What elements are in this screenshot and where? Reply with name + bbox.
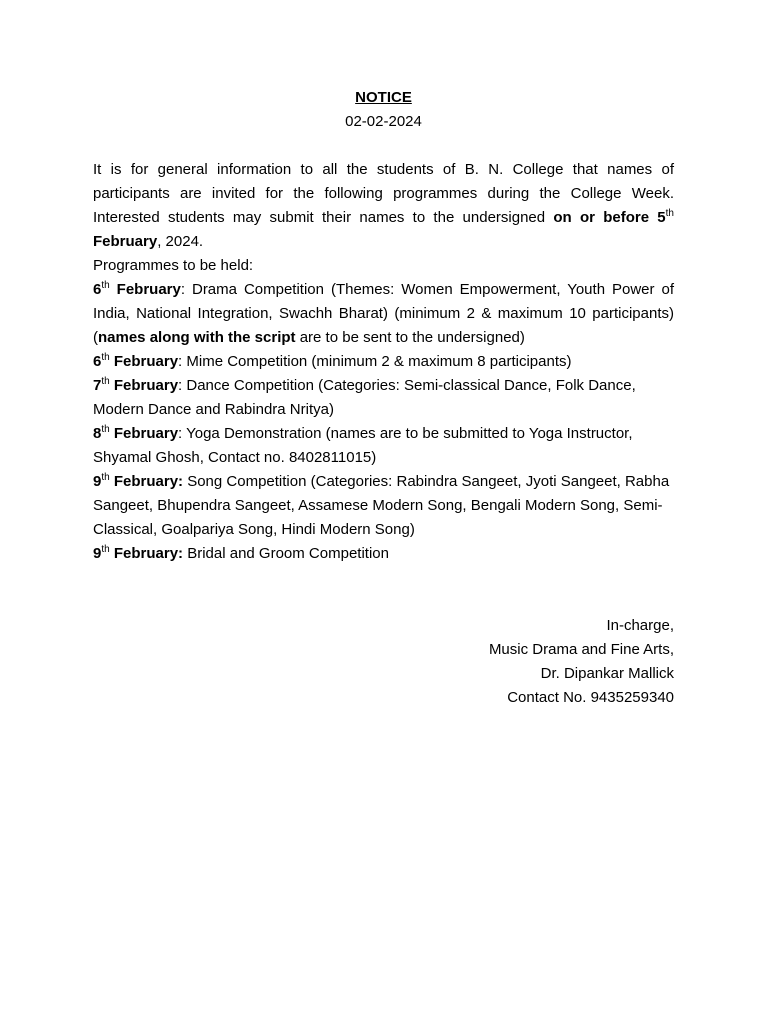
programme-bold-note: names along with the script xyxy=(98,329,296,346)
intro-text: It is for general information to all the students of B. N. College that names of participants are invited for the following programmes during the College Week. Interested students may submit their names to the undersigned xyxy=(93,161,674,226)
programme-month: February: xyxy=(109,473,184,490)
programme-day-sup: th xyxy=(101,544,110,555)
programme-month: February xyxy=(109,353,179,370)
signature-contact: Contact No. 9435259340 xyxy=(507,689,674,706)
programme-day: 9 xyxy=(93,545,102,562)
programme-colon: : xyxy=(178,377,183,394)
programme-day-sup: th xyxy=(101,280,110,291)
deadline-sup: th xyxy=(665,208,674,219)
programme-item xyxy=(93,350,674,374)
notice-document xyxy=(93,86,674,710)
programmes-heading: Programmes to be held: xyxy=(93,257,254,274)
deadline-month: February xyxy=(93,233,158,250)
programme-day-sup: th xyxy=(101,472,110,483)
programme-text: Dance Competition (Categories: Semi-classical Dance, Folk Dance, Modern Dance and Rabindra Nritya) xyxy=(93,377,636,418)
programme-month: February: xyxy=(109,545,184,562)
programme-text: Song Competition (Categories: Rabindra Sangeet, Jyoti Sangeet, Rabha Sangeet, Bhupendra Sangeet, Assamese Modern Song, Bengali Modern Song, Semi-Classical, Goalpariya Song, Hindi Modern Song) xyxy=(93,473,670,538)
programme-colon: : xyxy=(178,353,183,370)
programme-month: February xyxy=(109,281,181,298)
programme-text-after: are to be sent to the undersigned) xyxy=(295,329,525,346)
programme-day-sup: th xyxy=(101,376,110,387)
programme-item xyxy=(93,422,674,470)
deadline-bold: on or before 5 xyxy=(553,209,666,226)
signature-name: Dr. Dipankar Mallick xyxy=(540,665,674,682)
programme-item xyxy=(93,374,674,422)
deadline-year: , 2024. xyxy=(157,233,204,250)
signature-department: Music Drama and Fine Arts, xyxy=(488,641,674,658)
notice-title: NOTICE xyxy=(355,89,412,106)
programme-text: Mime Competition (minimum 2 & maximum 8 participants) xyxy=(182,353,572,370)
programme-item xyxy=(93,278,674,350)
signature-role: In-charge, xyxy=(606,617,674,634)
programme-day: 7 xyxy=(93,377,102,394)
programme-month: February xyxy=(109,377,179,394)
programme-day-sup: th xyxy=(101,424,110,435)
programme-day: 8 xyxy=(93,425,102,442)
programme-item xyxy=(93,542,674,566)
programme-item xyxy=(93,470,674,542)
programme-day: 9 xyxy=(93,473,102,490)
signature-block xyxy=(93,614,674,710)
notice-date: 02-02-2024 xyxy=(345,113,422,130)
programme-colon: : xyxy=(178,425,183,442)
programme-day: 6 xyxy=(93,353,102,370)
programme-text: Yoga Demonstration (names are to be submitted to Yoga Instructor, Shyamal Ghosh, Contact no. 8402811015) xyxy=(93,425,633,466)
programme-month: February xyxy=(109,425,179,442)
programme-day-sup: th xyxy=(101,352,110,363)
programme-day: 6 xyxy=(93,281,102,298)
intro-paragraph xyxy=(93,158,674,254)
programme-text: Bridal and Groom Competition xyxy=(183,545,389,562)
programme-text: Drama Competition (Themes: Women Empowerment, Youth Power of India, National Integration, Swachh Bharat) (minimum 2 & maximum 10 participants) ( xyxy=(93,281,674,346)
programme-colon: : xyxy=(180,281,186,298)
